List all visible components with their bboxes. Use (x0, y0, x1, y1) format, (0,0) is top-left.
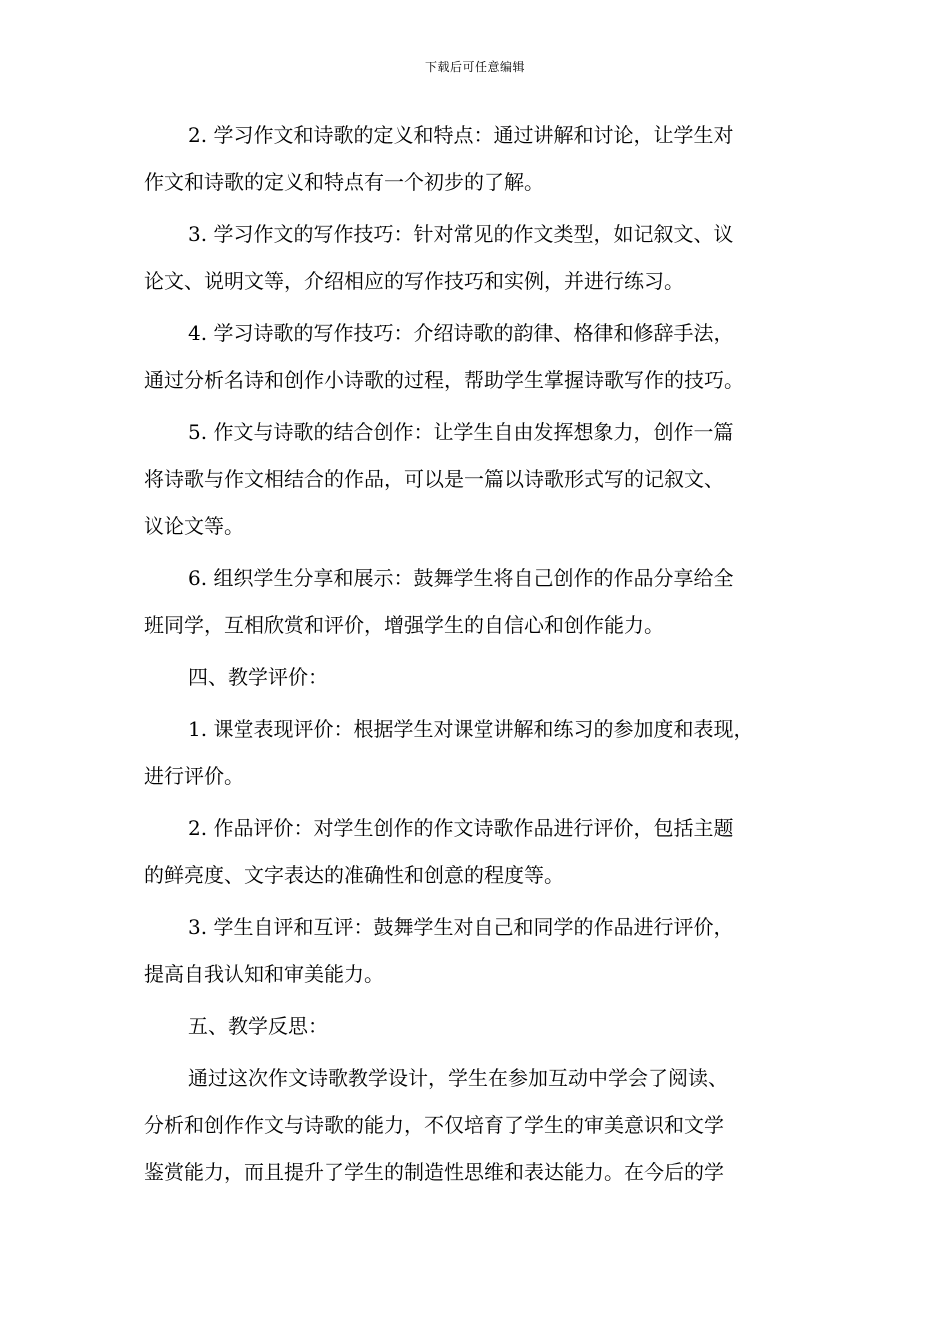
document-body (144, 112, 814, 1201)
paragraph-evaluation-1 (144, 706, 814, 800)
page-header: 下载后可任意编辑 (424, 60, 525, 74)
section-heading-reflection (144, 1003, 814, 1050)
text-line: 4. 学习诗歌的写作技巧：介绍诗歌的韵律、格律和修辞手法， (188, 321, 734, 345)
text-line: 6. 组织学生分享和展示：鼓舞学生将自己创作的作品分享给全 (188, 566, 734, 590)
paragraph-step-3 (144, 211, 814, 305)
text-line: 鉴赏能力，而且提升了学生的制造性思维和表达能力。在今后的学 (144, 1160, 724, 1184)
text-line: 3. 学生自评和互评：鼓舞学生对自己和同学的作品进行评价， (188, 915, 734, 939)
paragraph-step-2 (144, 112, 814, 206)
text-line: 5. 作文与诗歌的结合创作：让学生自由发挥想象力，创作一篇 (188, 420, 734, 444)
text-line: 2. 学习作文和诗歌的定义和特点：通过讲解和讨论，让学生对 (188, 123, 734, 147)
paragraph-evaluation-3 (144, 904, 814, 998)
section-heading-evaluation (144, 654, 814, 701)
paragraph-step-6 (144, 555, 814, 649)
text-line: 作文和诗歌的定义和特点有一个初步的了解。 (144, 170, 544, 194)
text-line: 论文、说明文等，介绍相应的写作技巧和实例，并进行练习。 (144, 269, 684, 293)
text-line: 班同学，互相欣赏和评价，增强学生的自信心和创作能力。 (144, 613, 664, 637)
paragraph-step-5 (144, 409, 814, 550)
heading-text: 五、教学反思： (188, 1014, 328, 1038)
text-line: 通过分析名诗和创作小诗歌的过程，帮助学生掌握诗歌写作的技巧。 (144, 368, 744, 392)
paragraph-evaluation-2 (144, 805, 814, 899)
text-line: 通过这次作文诗歌教学设计，学生在参加互动中学会了阅读、 (188, 1066, 728, 1090)
text-line: 2. 作品评价：对学生创作的作文诗歌作品进行评价，包括主题 (188, 816, 734, 840)
paragraph-step-4 (144, 310, 814, 404)
text-line: 将诗歌与作文相结合的作品，可以是一篇以诗歌形式写的记叙文、 (144, 467, 724, 491)
heading-text: 四、教学评价： (188, 665, 328, 689)
text-line: 的鲜亮度、文字表达的准确性和创意的程度等。 (144, 863, 564, 887)
text-line: 分析和创作作文与诗歌的能力，不仅培育了学生的审美意识和文学 (144, 1113, 724, 1137)
text-line: 1. 课堂表现评价：根据学生对课堂讲解和练习的参加度和表现， (188, 717, 754, 741)
text-line: 进行评价。 (144, 764, 244, 788)
text-line: 3. 学习作文的写作技巧：针对常见的作文类型，如记叙文、议 (188, 222, 734, 246)
text-line: 提高自我认知和审美能力。 (144, 962, 384, 986)
text-line: 议论文等。 (144, 514, 244, 538)
paragraph-reflection (144, 1055, 814, 1196)
